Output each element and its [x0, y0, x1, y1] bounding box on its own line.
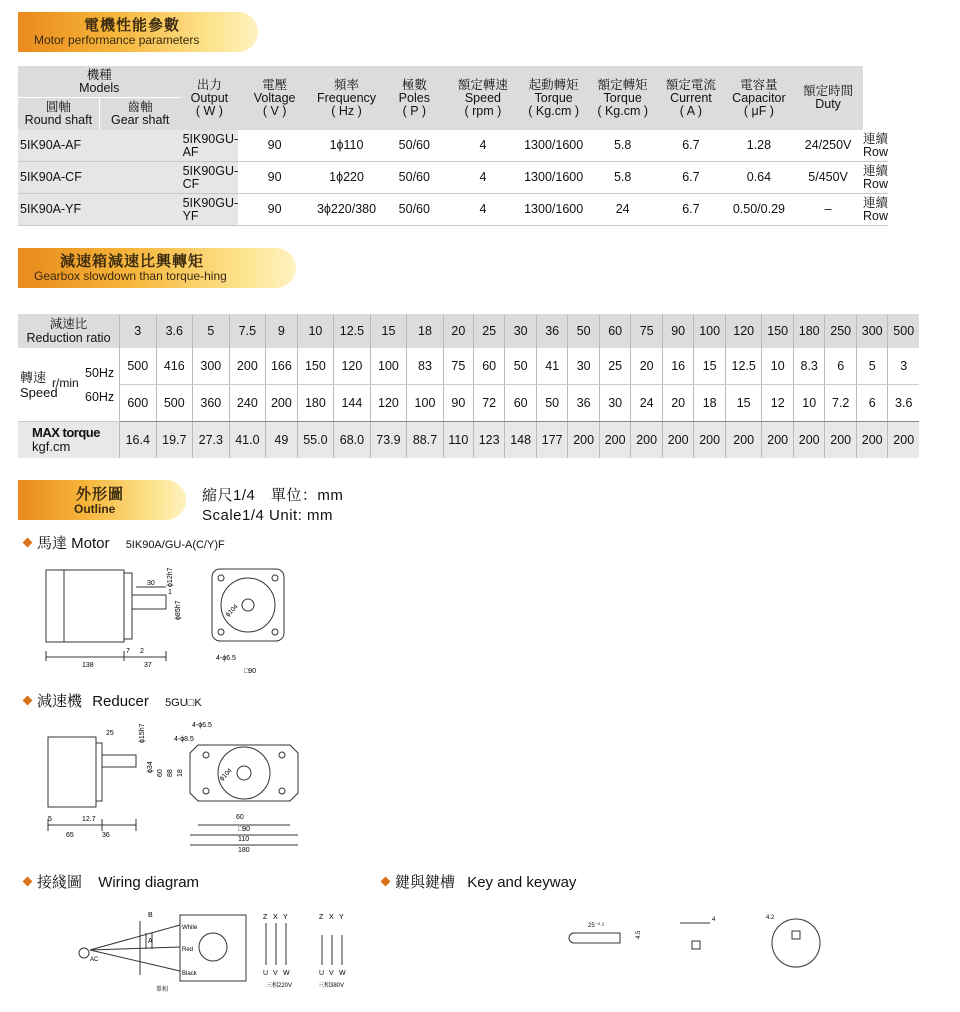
- ratio-cell: 3: [120, 314, 157, 348]
- dim-104: ϕ104: [224, 603, 240, 619]
- torque-cell: 19.7: [156, 422, 193, 459]
- table-cell: 5IK90GU-CF: [181, 162, 239, 194]
- wire-label-v1: V: [273, 970, 278, 977]
- table-cell: 3ϕ220/380: [311, 194, 382, 226]
- dim-110: 110: [238, 836, 250, 843]
- table-cell: 1.28: [725, 130, 794, 162]
- table-cell: 5IK90A-YF: [18, 194, 181, 226]
- table-cell: 1ϕ220: [311, 162, 382, 194]
- table-cell: 5IK90GU-AF: [181, 130, 239, 162]
- col-header-unit: ( W ): [195, 103, 223, 118]
- ratio-cell: 25: [473, 314, 505, 348]
- ratio-label-en: Reduction ratio: [26, 331, 111, 345]
- scale-note: [202, 486, 343, 526]
- reduction-ratio-table: [18, 314, 919, 458]
- speed60-cell: 10: [793, 385, 825, 422]
- wire-label-z2: Z: [319, 914, 324, 921]
- key-section-title: [382, 871, 576, 892]
- table-row: [18, 194, 888, 226]
- wire-label-w1: W: [283, 970, 290, 977]
- gear-shaft-en: Gear shaft: [110, 113, 170, 127]
- table-cell: 1300/1600: [519, 130, 588, 162]
- table-cell: 6.7: [657, 130, 724, 162]
- speed50-cell: 20: [631, 348, 663, 385]
- speed50-cell: 30: [568, 348, 600, 385]
- col-header-output: [181, 66, 239, 130]
- speed60-cell: 20: [662, 385, 694, 422]
- ratio-cell: 150: [762, 314, 794, 348]
- table-cell: 4: [447, 194, 519, 226]
- table-cell: 1300/1600: [519, 162, 588, 194]
- torque-cell: 200: [888, 422, 919, 459]
- speed50-cell: 25: [599, 348, 631, 385]
- torque-cell: 200: [694, 422, 726, 459]
- speed50-cell: 120: [334, 348, 371, 385]
- table-cell: 6.7: [657, 194, 724, 226]
- key-drawing: [560, 905, 860, 975]
- duty-zh: 連續: [862, 131, 888, 146]
- speed60-cell: 12: [762, 385, 794, 422]
- speed-unit: r/min: [52, 376, 79, 390]
- table-cell: 90: [238, 194, 311, 226]
- speed-label-en: Speed: [20, 385, 58, 400]
- wiring-title-en: Wiring diagram: [98, 874, 200, 891]
- table-cell-duty: [863, 194, 888, 226]
- table-cell: 5IK90GU-YF: [181, 194, 239, 226]
- col-header-zh: 極數: [401, 77, 427, 92]
- dim-18: 18: [177, 769, 184, 777]
- speed60-cell: 30: [599, 385, 631, 422]
- dim-36: 36: [102, 832, 110, 839]
- models-en: Models: [79, 80, 120, 95]
- section-title-zh: 外形圖: [76, 486, 125, 503]
- key-title-en: Key and keyway: [467, 874, 577, 891]
- dim-12h7: ϕ12h7: [167, 567, 174, 587]
- ratio-cell: 15: [370, 314, 407, 348]
- col-header-unit: ( Kg.cm ): [597, 103, 649, 118]
- col-header-zh: 起動轉矩: [528, 77, 579, 92]
- speed60-cell: 6: [856, 385, 888, 422]
- ratio-cell: 36: [536, 314, 568, 348]
- speed60-cell: 18: [694, 385, 726, 422]
- table-cell: 24: [588, 194, 657, 226]
- col-header-poles: [382, 66, 447, 130]
- ratio-cell: 9: [266, 314, 298, 348]
- torque-cell: 200: [762, 422, 794, 459]
- table-cell: 5/450V: [793, 162, 863, 194]
- section-title-en: Motor performance parameters: [34, 33, 200, 47]
- torque-cell: 73.9: [370, 422, 407, 459]
- reducer-title-zh: 減速機: [37, 693, 83, 710]
- speed50-cell: 41: [536, 348, 568, 385]
- diamond-bullet-icon: [381, 877, 391, 887]
- table-cell: 24/250V: [793, 130, 863, 162]
- duty-en: Row: [862, 144, 888, 159]
- col-header-en: Capacitor: [732, 90, 786, 105]
- speed50-cell: 16: [662, 348, 694, 385]
- wire-label-v2: V: [329, 970, 334, 977]
- speed60-cell: 600: [120, 385, 157, 422]
- torque-cell: 41.0: [229, 422, 266, 459]
- ratio-cell: 10: [297, 314, 334, 348]
- torque-cell: 200: [825, 422, 857, 459]
- dim-5: 5: [48, 816, 52, 823]
- dim-180: 180: [238, 847, 250, 854]
- torque-cell: 200: [599, 422, 631, 459]
- ratio-label-zh: 減速比: [49, 317, 88, 331]
- speed50-cell: 3: [888, 348, 919, 385]
- wire-label-b: B: [148, 912, 153, 919]
- dim-65: 65: [66, 832, 74, 839]
- table-cell: 4: [447, 130, 519, 162]
- wiring-section-title: [24, 871, 199, 892]
- scale-zh: 縮尺1/4 單位：mm: [202, 487, 344, 504]
- table-cell: 5IK90A-CF: [18, 162, 181, 194]
- ratio-cell: 120: [725, 314, 762, 348]
- torque-label: [18, 422, 120, 459]
- gear-shaft-zh: 齒軸: [127, 100, 153, 114]
- col-header-unit: ( Hz ): [331, 103, 362, 118]
- section-header-performance: [18, 12, 258, 52]
- ratio-cell: 75: [631, 314, 663, 348]
- table-row: [18, 130, 888, 162]
- dim-7: 7: [126, 648, 130, 655]
- speed50-cell: 416: [156, 348, 193, 385]
- speed50-cell: 83: [407, 348, 444, 385]
- ratio-cell: 90: [662, 314, 694, 348]
- dim-sq90: □90: [244, 668, 257, 675]
- dim-85h7: ϕ85h7: [175, 600, 182, 620]
- col-header-frequency: [311, 66, 382, 130]
- speed-label: [18, 348, 120, 422]
- dim-88: 88: [167, 769, 174, 777]
- dim-holes: 4-ϕ6.5: [216, 655, 236, 662]
- speed-label-zh: 轉速: [20, 370, 47, 385]
- motor-title: 馬達 Motor: [37, 535, 110, 552]
- speed50-cell: 15: [694, 348, 726, 385]
- torque-cell: 49: [266, 422, 298, 459]
- col-header-en: Current: [670, 90, 712, 105]
- speed60-cell: 144: [334, 385, 371, 422]
- ratio-cell: 250: [825, 314, 857, 348]
- dim-60: 60: [157, 769, 164, 777]
- col-header-en: Frequency: [317, 90, 377, 105]
- scale-en: Scale1/4 Unit: mm: [202, 507, 334, 524]
- table-cell: 1ϕ110: [311, 130, 382, 162]
- table-cell: 5IK90A-AF: [18, 130, 181, 162]
- speed50-cell: 5: [856, 348, 888, 385]
- round-shaft-zh: 圓軸: [45, 100, 71, 114]
- col-header-voltage: [238, 66, 311, 130]
- reducer-section-title: [24, 690, 202, 711]
- torque-cell: 200: [568, 422, 600, 459]
- col-header-unit: ( rpm ): [464, 103, 502, 118]
- section-title-en: Gearbox slowdown than torque-hing: [34, 269, 227, 283]
- dim-holes-top: 4-ϕ6.5: [192, 722, 212, 729]
- table-cell: 4: [447, 162, 519, 194]
- wire-label-white: White: [182, 925, 198, 931]
- torque-cell: 68.0: [334, 422, 371, 459]
- models-zh: 機種: [86, 67, 112, 82]
- dim-12-7: 12.7: [82, 816, 96, 823]
- wire-label-red: Red: [182, 947, 194, 953]
- dim-34: ϕ34: [147, 761, 154, 773]
- key-dim-42: 4.2: [766, 915, 775, 921]
- torque-label-text: MAX torque: [32, 425, 100, 440]
- wire-label-black: Black: [182, 971, 197, 977]
- table-cell-duty: [863, 130, 888, 162]
- col-header-start-torque: [519, 66, 588, 130]
- torque-cell: 110: [443, 422, 473, 459]
- dim-holes-2: 4-ϕ8.5: [174, 736, 194, 743]
- col-header-capacitor: [725, 66, 794, 130]
- torque-cell: 200: [856, 422, 888, 459]
- col-header-zh: 額定電流: [665, 77, 716, 92]
- col-header-zh: 頻率: [334, 77, 360, 92]
- speed60-cell: 90: [443, 385, 473, 422]
- speed50-cell: 50: [505, 348, 537, 385]
- col-header-zh: 額定時間: [803, 84, 854, 98]
- motor-performance-table: [18, 66, 888, 226]
- ratio-cell: 18: [407, 314, 444, 348]
- dim-2: 2: [140, 648, 144, 655]
- table-cell-duty: [863, 162, 888, 194]
- speed50-cell: 6: [825, 348, 857, 385]
- col-header-unit: ( Kg.cm ): [528, 103, 579, 118]
- duty-zh: 連續: [862, 195, 888, 210]
- table-row: [18, 162, 888, 194]
- dim-60-bottom: 60: [236, 814, 244, 821]
- col-header-en: Torque: [534, 90, 573, 105]
- ratio-cell: 20: [443, 314, 473, 348]
- speed60-cell: 60: [505, 385, 537, 422]
- speed50-cell: 200: [229, 348, 266, 385]
- duty-zh: 連續: [862, 163, 888, 178]
- speed60-cell: 200: [266, 385, 298, 422]
- ratio-cell: 30: [505, 314, 537, 348]
- ratio-cell: 3.6: [156, 314, 193, 348]
- dim-25: 25: [106, 730, 114, 737]
- speed60-cell: 240: [229, 385, 266, 422]
- hz60-label: 60Hz: [85, 390, 115, 404]
- motor-drawing: [40, 565, 300, 675]
- speed60-cell: 360: [193, 385, 230, 422]
- reducer-drawing: [40, 715, 320, 855]
- col-header-zh: 額定轉矩: [597, 77, 648, 92]
- col-header-zh: 電容量: [740, 77, 778, 92]
- wire-label-y2: Y: [339, 914, 344, 921]
- round-shaft-en: Round shaft: [24, 113, 93, 127]
- col-header-zh: 出力: [196, 77, 222, 92]
- speed60-cell: 100: [407, 385, 444, 422]
- dim-138: 138: [82, 662, 94, 669]
- speed60-cell: 180: [297, 385, 334, 422]
- section-title-zh: 電機性能參數: [84, 17, 181, 34]
- wire-label-x2: X: [329, 914, 334, 921]
- key-title-zh: 鍵與鍵槽: [395, 874, 456, 891]
- wire-label-3ph-220: 三相220V: [266, 983, 293, 989]
- torque-cell: 148: [505, 422, 537, 459]
- col-header-en: Torque: [603, 90, 642, 105]
- wire-label-u2: U: [319, 970, 325, 977]
- col-header-current: [657, 66, 724, 130]
- ratio-cell: 60: [599, 314, 631, 348]
- speed50-cell: 10: [762, 348, 794, 385]
- table-cell: –: [793, 194, 863, 226]
- torque-cell: 55.0: [297, 422, 334, 459]
- col-header-en: Voltage: [253, 90, 296, 105]
- key-dim-4: 4: [712, 917, 716, 923]
- table-cell: 0.64: [725, 162, 794, 194]
- table-cell: 50/60: [382, 194, 447, 226]
- table-cell: 90: [238, 130, 311, 162]
- speed50-cell: 60: [473, 348, 505, 385]
- reducer-title-en: Reducer: [92, 693, 149, 710]
- duty-en: Row: [862, 208, 888, 223]
- table-cell: 50/60: [382, 162, 447, 194]
- table-cell: 6.7: [657, 162, 724, 194]
- diamond-bullet-icon: [23, 696, 33, 706]
- wire-label-ac: AC: [90, 957, 99, 963]
- ratio-cell: 180: [793, 314, 825, 348]
- torque-cell: 177: [536, 422, 568, 459]
- diamond-bullet-icon: [23, 538, 33, 548]
- speed60-cell: 50: [536, 385, 568, 422]
- wire-label-x1: X: [273, 914, 278, 921]
- motor-section-title: [24, 532, 225, 553]
- col-header-duty: [793, 66, 863, 130]
- table-cell: 50/60: [382, 130, 447, 162]
- section-header-gearbox: [18, 248, 296, 288]
- col-header-en: Duty: [815, 97, 841, 111]
- speed60-cell: 24: [631, 385, 663, 422]
- torque-cell: 200: [793, 422, 825, 459]
- col-header-en: Poles: [398, 90, 430, 105]
- key-dim-25: 25⁻⁰·²: [588, 923, 605, 929]
- torque-cell: 200: [725, 422, 762, 459]
- reducer-model: 5GU□K: [165, 697, 202, 709]
- torque-cell: 200: [631, 422, 663, 459]
- key-dim-45: 4.5: [636, 930, 642, 939]
- torque-unit: kgf.cm: [32, 439, 71, 454]
- speed50-cell: 166: [266, 348, 298, 385]
- wire-label-u1: U: [263, 970, 269, 977]
- dim-30: 30: [147, 580, 155, 587]
- models-header: [18, 66, 181, 130]
- dim-15h7: ϕ15h7: [139, 723, 146, 743]
- table-cell: 0.50/0.29: [725, 194, 794, 226]
- table-cell: 90: [238, 162, 311, 194]
- wiring-diagram: [70, 905, 390, 997]
- col-header-unit: ( A ): [679, 103, 703, 118]
- torque-cell: 27.3: [193, 422, 230, 459]
- speed50-cell: 75: [443, 348, 473, 385]
- speed50-cell: 12.5: [725, 348, 762, 385]
- ratio-cell: 100: [694, 314, 726, 348]
- col-header-en: Output: [190, 90, 229, 105]
- col-header-zh: 電壓: [262, 77, 288, 92]
- section-header-outline: [18, 480, 186, 520]
- diamond-bullet-icon: [23, 877, 33, 887]
- ratio-cell: 12.5: [334, 314, 371, 348]
- speed60-cell: 36: [568, 385, 600, 422]
- speed50-cell: 100: [370, 348, 407, 385]
- col-header-zh: 額定轉速: [457, 77, 508, 92]
- speed50-cell: 150: [297, 348, 334, 385]
- wire-label-single-phase: 單相: [156, 987, 169, 993]
- duty-en: Row: [862, 176, 888, 191]
- dim-37: 37: [144, 662, 152, 669]
- col-header-unit: ( μF ): [743, 103, 774, 118]
- col-header-unit: ( V ): [262, 103, 287, 118]
- table-cell: 1300/1600: [519, 194, 588, 226]
- hz50-label: 50Hz: [85, 366, 115, 380]
- wire-label-y1: Y: [283, 914, 288, 921]
- torque-cell: 88.7: [407, 422, 444, 459]
- torque-cell: 16.4: [120, 422, 157, 459]
- speed60-cell: 500: [156, 385, 193, 422]
- ratio-cell: 7.5: [229, 314, 266, 348]
- ratio-cell: 50: [568, 314, 600, 348]
- wire-label-w2: W: [339, 970, 346, 977]
- ratio-cell: 5: [193, 314, 230, 348]
- motor-model: 5IK90A/GU-A(C/Y)F: [125, 539, 225, 551]
- wire-label-a: A: [148, 938, 153, 945]
- speed60-cell: 3.6: [888, 385, 919, 422]
- col-header-rated-torque: [588, 66, 657, 130]
- speed60-cell: 120: [370, 385, 407, 422]
- ratio-cell: 300: [856, 314, 888, 348]
- wire-label-z1: Z: [263, 914, 268, 921]
- speed60-cell: 7.2: [825, 385, 857, 422]
- col-header-speed: [447, 66, 519, 130]
- dim-sq90: □90: [238, 826, 251, 833]
- wire-label-3ph-380: 三相380V: [318, 983, 345, 989]
- ratio-cell: 500: [888, 314, 919, 348]
- dim-104: ϕ104: [218, 767, 234, 783]
- ratio-label: [18, 314, 120, 348]
- table-cell: 5.8: [588, 130, 657, 162]
- section-title-en: Outline: [74, 502, 116, 516]
- torque-cell: 123: [473, 422, 505, 459]
- col-header-en: Speed: [464, 90, 501, 105]
- speed60-cell: 15: [725, 385, 762, 422]
- speed50-cell: 8.3: [793, 348, 825, 385]
- speed50-cell: 300: [193, 348, 230, 385]
- dim-1: 1: [168, 589, 172, 596]
- wiring-title-zh: 接綫圖: [37, 874, 83, 891]
- section-title-zh: 減速箱減速比興轉矩: [60, 253, 205, 270]
- speed60-cell: 72: [473, 385, 505, 422]
- speed50-cell: 500: [120, 348, 157, 385]
- table-cell: 5.8: [588, 162, 657, 194]
- col-header-unit: ( P ): [402, 103, 427, 118]
- torque-cell: 200: [662, 422, 694, 459]
